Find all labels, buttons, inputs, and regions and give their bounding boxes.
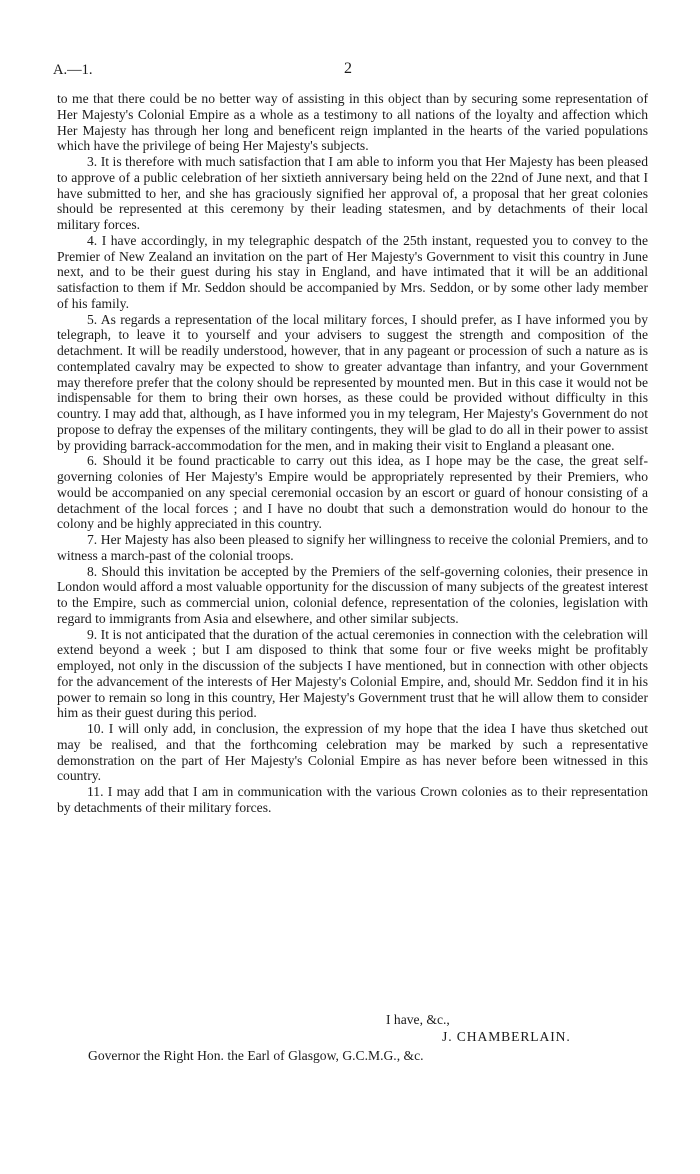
paragraph-6: 6. Should it be found practicable to carry out this idea, as I hope may be the case, the great self-governing colonies of Her Majesty's Empire would be appropriately represented by their Premiers, who would be accompanied on any special ceremonial occasion by an escort or guard of honour consisting of a detachment of the local forces ; and I have no doubt that such a demonstration would do honour to the colony and be highly appreciated in this country.	[57, 453, 648, 532]
addressee-line: Governor the Right Hon. the Earl of Glasgow, G.C.M.G., &c.	[88, 1048, 424, 1063]
paragraph-5: 5. As regards a representation of the local military forces, I should prefer, as I have informed you by telegraph, to leave it to yourself and your advisers to suggest the strength and composition of the detachment. It will be readily understood, however, that in any pageant or procession of such a nature as is contemplated cavalry may be expected to show to greater advantage than infantry, and your Government may therefore prefer that the colony should be represented by mounted men. But in this case it would not be indispensable for them to bring their own horses, as these could be provided without difficulty in this country. I may add that, although, as I have informed you in my telegram, Her Majesty's Government do not propose to defray the expenses of the military contingents, they will be glad to do all in their power to assist by providing barrack-accommodation for the men, and in making their visit to England a pleasant one.	[57, 311, 648, 453]
paragraph-9: 9. It is not anticipated that the duration of the actual ceremonies in connection with the celebration will extend beyond a week ; but I am disposed to think that some four or five weeks might be profitably employed, not only in the discussion of the subjects I have mentioned, but in connection with other objects for the advancement of the interests of Her Majesty's Colonial Empire, and, should Mr. Seddon find it in his power to remain so long in this country, Her Majesty's Government trust that he will allow them to consider him as their guest during this period.	[57, 626, 648, 721]
paragraph-7: 7. Her Majesty has also been pleased to signify her willingness to receive the colonial Premiers, and to witness a march-past of the colonial troops.	[57, 532, 648, 563]
paragraph-4: 4. I have accordingly, in my telegraphic despatch of the 25th instant, requested you to convey to the Premier of New Zealand an invitation on the part of Her Majesty's Government to visit this country in June next, and to be their guest during his stay in England, and have intimated that it will be an additional satisfaction to them if Mr. Seddon should be accompanied by Mrs. Seddon, or by some other lady member of his family.	[57, 232, 648, 311]
paragraph-10: 10. I will only add, in conclusion, the expression of my hope that the idea I have thus sketched out may be realised, and that the forthcoming celebration may be marked by such a representative demonstration on the part of Her Majesty's Colonial Empire as has never before been witnessed in this country.	[57, 721, 648, 784]
letter-closing: I have, &c.,	[386, 1012, 450, 1027]
document-reference: A.—1.	[53, 62, 93, 78]
paragraph-11: 11. I may add that I am in communication with the various Crown colonies as to their representation by detachments of their military forces.	[57, 784, 648, 815]
letter-body	[57, 91, 648, 816]
paragraph-3: 3. It is therefore with much satisfaction that I am able to inform you that Her Majesty has been pleased to approve of a public celebration of her sixtieth anniversary being held on the 22nd of June next, and that I have submitted to her, and she has graciously signified her approval of, a proposal that her great colonies should be represented at this ceremony by their leading statesmen, and by detachments of their local military forces.	[57, 154, 648, 232]
paragraph-continuation: to me that there could be no better way of assisting in this object than by securing some representation of Her Majesty's Colonial Empire as a whole as a testimony to all nations of the loyalty and affection which Her Majesty has through her long and beneficent reign implanted in the hearts of the varied populations which have the privilege of being Her Majesty's subjects.	[57, 91, 648, 154]
paragraph-8: 8. Should this invitation be accepted by the Premiers of the self-governing colonies, their presence in London would afford a most valuable opportunity for the discussion of many subjects of the greatest interest to the Empire, such as commercial union, colonial defence, representation of the colonies, legislation with regard to immigrants from Asia and elsewhere, and other similar subjects.	[57, 563, 648, 626]
page-number: 2	[344, 60, 352, 77]
signature: J. CHAMBERLAIN.	[442, 1029, 571, 1044]
